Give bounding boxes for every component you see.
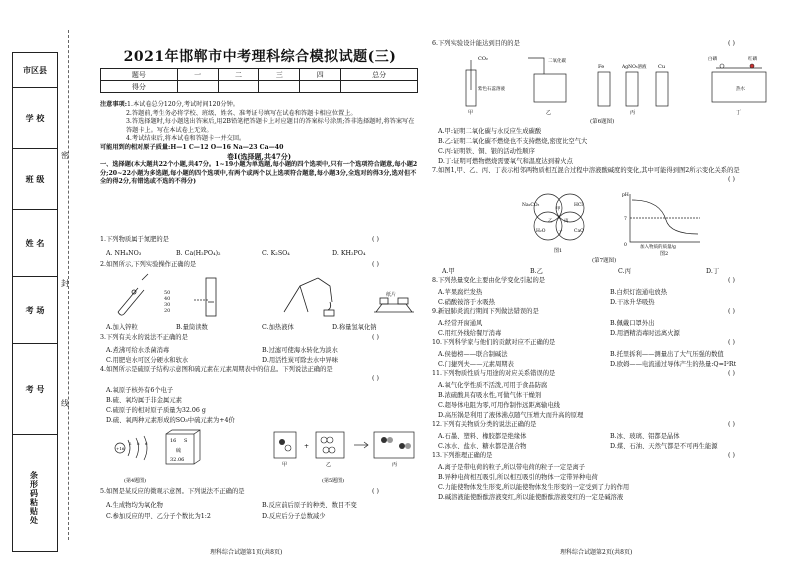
- answer-paren: ( ): [728, 40, 735, 47]
- q4-opt-b: B.硫、氧均属于非金属元素: [106, 397, 182, 404]
- q2-opt-a: A.加入锌粒: [106, 324, 138, 331]
- q12-opt-c: C.冰水、盐水、糖水都是混合物: [438, 443, 527, 450]
- q11-opt-c: C.超导体电阻为零,可用作制作远距离输电线: [438, 402, 560, 409]
- q3-opt-d: D.用活性炭可除去水中异味: [262, 357, 339, 364]
- score-header: 三: [259, 69, 300, 81]
- sidebar-name: 姓 名: [13, 210, 57, 277]
- q13-opt-b: B.异种电荷相互吸引,所以相互吸引的物体一定带异种电荷: [438, 474, 598, 481]
- score-header: 四: [300, 69, 341, 81]
- note-3: 3.答选择题时,每小题选出答案后,用2B铅笔把答题卡上对应题目的答案标号涂黑;答非选择题时,将答案写在答题卡上。写在本试卷上无效。: [126, 118, 415, 134]
- q6-label-co2-gas: 二氧化碳: [548, 59, 566, 64]
- q7-opt-b: B.乙: [530, 268, 543, 275]
- q5-plus: +: [304, 443, 310, 450]
- q5-caption: (第5题图): [322, 478, 345, 484]
- answer-paren: ( ): [728, 421, 735, 428]
- score-cell: [177, 81, 218, 93]
- q1-opt-b: B. Ca(H₂PO₄)₂: [176, 250, 221, 257]
- q12-opt-d: D.煤、石油、天然气都是不可再生能源: [610, 443, 718, 450]
- q7-fig2-label: 图2: [660, 251, 669, 256]
- exam-title: 2021年邯郸市中考理科综合模拟试题(三): [123, 49, 397, 65]
- q4-symbol: S: [184, 438, 188, 444]
- q7-na2co3: Na₂CO₃: [522, 203, 540, 208]
- q6-label-white-p: 白磷: [708, 57, 717, 62]
- seal-char-2: 封: [61, 279, 69, 288]
- q7-yi: 乙: [548, 219, 553, 224]
- score-table: [100, 68, 418, 93]
- note-2: 2.答题前,考生务必将学校、班级、姓名、准考证号填写在试卷和答题卡相应位置上。: [126, 109, 357, 117]
- q2-scale-tick: 30: [164, 302, 171, 308]
- q8-opt-b: B.白炽灯泡通电放热: [610, 289, 668, 296]
- q5-name-jia: 甲: [282, 462, 288, 468]
- q2-opt-b: B.量筒读数: [176, 324, 208, 331]
- answer-paren: ( ): [728, 339, 735, 346]
- q1-stem: 1.下列物质属于氮肥的是: [100, 236, 169, 243]
- q7-ding: 丁: [558, 231, 563, 236]
- q7-figure: [520, 186, 710, 256]
- seal-char-1: 密: [61, 151, 69, 160]
- q10-opt-b: B.托里拆利——测量出了大气压强的数值: [610, 351, 724, 358]
- score-cell: [300, 81, 341, 93]
- sidebar-district: 市区县: [13, 53, 57, 88]
- q12-stem: 12.下列有关物质分类的说法正确的是: [432, 421, 537, 428]
- q3-opt-a: A.煮沸可给水杀菌消毒: [106, 347, 170, 354]
- q8-opt-c: C.硝酸铵溶于水吸热: [438, 299, 495, 306]
- score-cell: [218, 81, 259, 93]
- answer-paren: ( ): [728, 452, 735, 459]
- seal-char-3: 线: [61, 399, 69, 408]
- score-header: 题号: [101, 69, 178, 81]
- q6-label-hot-water: 热水: [736, 87, 745, 92]
- q7-stem: 7.如图1,甲、乙、丙、丁表示相邻两物质相互混合过程中溶液酸碱度的变化,其中可能得到图2所示变化关系的是: [432, 167, 740, 174]
- sidebar-school: 学 校: [13, 88, 57, 149]
- answer-paren: ( ): [728, 176, 735, 183]
- q3-opt-b: B.过滤可使海水转化为淡水: [262, 347, 338, 354]
- q7-h2o: H₂O: [536, 229, 546, 234]
- q7-caption: (第7题图): [592, 258, 617, 264]
- sidebar-class: 班 级: [13, 149, 57, 210]
- q7-opt-d: D.丁: [706, 268, 720, 275]
- q5-name-bing: 丙: [392, 462, 398, 468]
- q4-caption: (第4题图): [124, 478, 147, 484]
- binding-sidebar: [12, 52, 58, 552]
- q13-opt-d: D.碱溶液能使酚酞溶液变红,所以能使酚酞溶液变红的一定是碱溶液: [438, 494, 624, 501]
- score-header: 一: [177, 69, 218, 81]
- q8-opt-a: A.苹果腐烂发热: [438, 289, 483, 296]
- q6-opt-c: C.丙:证明铁、铜、银的活动性顺序: [438, 148, 535, 155]
- q12-opt-a: A.石墨、塑料、橡胶都是绝缘体: [438, 433, 527, 440]
- q4-opt-d: D.硫、氧两种元素形成的SO₃中硫元素为+4价: [106, 417, 235, 424]
- q7-opt-c: C.丙: [618, 268, 631, 275]
- q6-name-jia: 甲: [468, 110, 474, 116]
- exam-notes: [100, 101, 418, 187]
- q9-opt-b: B.佩戴口罩外出: [610, 320, 655, 327]
- q7-axis-x: 加入物质的质量/g: [640, 245, 676, 250]
- q11-stem: 11.下列物质性质与用途的对应关系错误的是: [432, 370, 556, 377]
- q2-scale-tick: 40: [164, 296, 171, 302]
- q5-opt-a: A.生成物均为氧化物: [106, 502, 163, 509]
- q10-opt-c: C.门捷列夫——元素周期表: [438, 361, 514, 368]
- q4-shell-2: 8: [137, 441, 140, 446]
- q7-cao: CaO: [574, 229, 584, 234]
- q7-axis-0: 0: [624, 243, 627, 248]
- q6-label-fe: Fe: [598, 64, 605, 70]
- barcode-area: 条形码粘贴处: [29, 471, 40, 525]
- score-header: 总分: [341, 69, 418, 81]
- q6-label-litmus: 紫色石蕊溶液: [478, 87, 505, 92]
- q6-label-co2: CO₂: [478, 56, 488, 62]
- q5-name-yi: 乙: [326, 462, 332, 468]
- q2-opt-d: D.称量氢氧化钠: [332, 324, 377, 331]
- q3-stem: 3.下列有关水的说法不正确的是: [100, 334, 188, 341]
- q13-opt-c: C.力能使物体发生形变,所以能使物体发生形变的一定受到了力的作用: [438, 484, 630, 491]
- q8-stem: 8.下列热量变化主要由化学变化引起的是: [432, 277, 546, 284]
- section1-instructions: 一、选择题(本大题共22个小题,共47分。1~19小题为单选题,每小题的四个选项中,只有一个选项符合题意,每小题2分;20~22小题为多选题,每小题的四个选项中,有两个或两个以上选项符合题意,每小题3分,全选对的得3分,选对但不全的得2分,有错选或不选的不得分): [100, 161, 418, 186]
- q6-name-yi: 乙: [546, 110, 552, 116]
- q9-stem: 9.新冠肺炎流行期间下列做法错误的是: [432, 308, 539, 315]
- q2-figure: [104, 272, 416, 318]
- note-4: 4.考试结束后,将本试卷和答题卡一并交回。: [126, 135, 246, 143]
- score-cell: [259, 81, 300, 93]
- q4-shell-3: 6: [145, 441, 148, 446]
- q2-scale-tick: 20: [164, 308, 171, 314]
- q7-jia: 甲: [556, 207, 561, 212]
- q4-atomic-number: 16: [170, 438, 177, 444]
- q6-label-red-p: 红磷: [748, 57, 757, 62]
- note-1: 1.本试卷总分120分,考试时间120分钟。: [127, 101, 239, 108]
- answer-paren: ( ): [372, 236, 379, 243]
- q4-mass: 32.06: [170, 457, 185, 463]
- q5-opt-c: C.参加反应的甲、乙分子个数比为1:2: [106, 513, 211, 520]
- q6-name-ding: 丁: [736, 110, 742, 116]
- q4-element-name: 硫: [176, 448, 182, 454]
- footer-page-1: 理科综合试题第1页(共8页): [210, 549, 283, 556]
- q4-opt-a: A.氧原子核外有6个电子: [106, 387, 174, 394]
- q6-label-agno3: AgNO₃溶液: [622, 65, 647, 70]
- q7-fig1-label: 图1: [554, 248, 563, 254]
- q2-paper-label: 纸片: [386, 292, 397, 298]
- q1-opt-a: A. NH₄NO₃: [106, 250, 142, 257]
- q12-opt-b: B.冰、玻璃、铝都是晶体: [610, 433, 680, 440]
- q7-axis-7: 7: [624, 217, 627, 222]
- q9-opt-a: A.经常开窗通风: [438, 320, 483, 327]
- q4-shell-1: 2: [129, 441, 132, 446]
- q6-name-bing: 丙: [630, 110, 636, 116]
- atomic-mass: 可能用到的相对原子质量:H—1 C—12 O—16 Na—23 Ca—40: [100, 143, 284, 151]
- q2-opt-c: C.加热液体: [262, 324, 294, 331]
- q13-stem: 13.下列推理正确的是: [432, 452, 493, 459]
- footer-page-2: 理科综合试题第2页(共8页): [560, 549, 633, 556]
- answer-paren: ( ): [372, 261, 379, 268]
- q2-stem: 2.如图所示,下列实验操作正确的是: [100, 261, 197, 268]
- q4-nucleus: +16: [116, 446, 125, 451]
- q5-opt-b: B.反应前后原子的种类、数目不变: [262, 502, 357, 509]
- q7-axis-ph: pH: [622, 193, 629, 198]
- q6-stem: 6.下列实验设计能达到目的的是: [432, 40, 520, 47]
- answer-paren: ( ): [372, 334, 379, 341]
- q13-opt-a: A.离子是带电荷的粒子,所以带电荷的粒子一定是离子: [438, 464, 586, 471]
- q6-figure: [436, 50, 780, 116]
- q10-stem: 10.下列科学家与他们的贡献对应不正确的是: [432, 339, 556, 346]
- score-header: 二: [218, 69, 259, 81]
- answer-paren: ( ): [728, 308, 735, 315]
- q2-scale-tick: 50: [164, 290, 171, 296]
- part1-title: 卷Ⅰ(选择题,共47分): [226, 151, 292, 161]
- sidebar-exam-room: 考 场: [13, 277, 57, 344]
- q8-opt-d: D.干冰升华吸热: [610, 299, 655, 306]
- q6-label-cu: Cu: [658, 64, 666, 70]
- q6-opt-a: A.甲:证明二氧化碳与水反应生成碳酸: [438, 128, 542, 135]
- q6-opt-b: B.乙:证明二氧化碳不燃烧也不支持燃烧,密度比空气大: [438, 138, 588, 145]
- score-row-label: 得分: [101, 81, 178, 93]
- q7-bing: 丙: [564, 219, 569, 224]
- q7-hcl: HCl: [574, 203, 583, 208]
- sidebar-exam-number: 考 号: [13, 344, 57, 435]
- answer-paren: ( ): [728, 370, 735, 377]
- q11-opt-b: B.浓硫酸具有吸水性,可做气体干燥剂: [438, 392, 542, 399]
- score-cell: [341, 81, 418, 93]
- answer-paren: ( ): [372, 488, 379, 495]
- answer-paren: ( ): [728, 277, 735, 284]
- q4-q5-figures: [104, 428, 420, 486]
- q5-stem: 5.如图是某反应的微观示意图。下列说法不正确的是: [100, 488, 245, 495]
- q4-stem: 4.如图所示是硫原子结构示意图和硫元素在元素周期表中的信息。下列说法正确的是: [100, 366, 333, 373]
- q9-opt-c: C.用红外线给餐厅消毒: [438, 330, 502, 337]
- q11-opt-a: A.氧气化学性质不活泼,可用于食品防腐: [438, 382, 548, 389]
- q1-opt-c: C. K₂SO₄: [262, 250, 290, 257]
- answer-paren: ( ): [372, 375, 379, 382]
- q10-opt-d: D.欧姆——电流通过导体产生的热量:Q=I²Rt: [610, 361, 737, 368]
- q7-opt-a: A.甲: [442, 268, 455, 275]
- q4-opt-c: C.硫原子的相对原子质量为32.06 g: [106, 407, 206, 414]
- q10-opt-a: A.侯德榜——联合制碱法: [438, 351, 508, 358]
- notes-label: 注意事项:: [100, 101, 128, 108]
- q11-opt-d: D.高压锅是利用了液体沸点随气压增大而升高的原理: [438, 412, 584, 419]
- q5-opt-d: D.反应后分子总数减少: [262, 513, 326, 520]
- q3-opt-c: C.用肥皂水可区分硬水和软水: [106, 357, 189, 364]
- q9-opt-d: D.用酒精消毒时远离火源: [610, 330, 680, 337]
- q1-opt-d: D. KH₂PO₄: [332, 250, 366, 257]
- q6-opt-d: D.丁:证明可燃物燃烧需要氧气和温度达到着火点: [438, 158, 573, 165]
- q6-caption: (第6题图): [590, 119, 615, 125]
